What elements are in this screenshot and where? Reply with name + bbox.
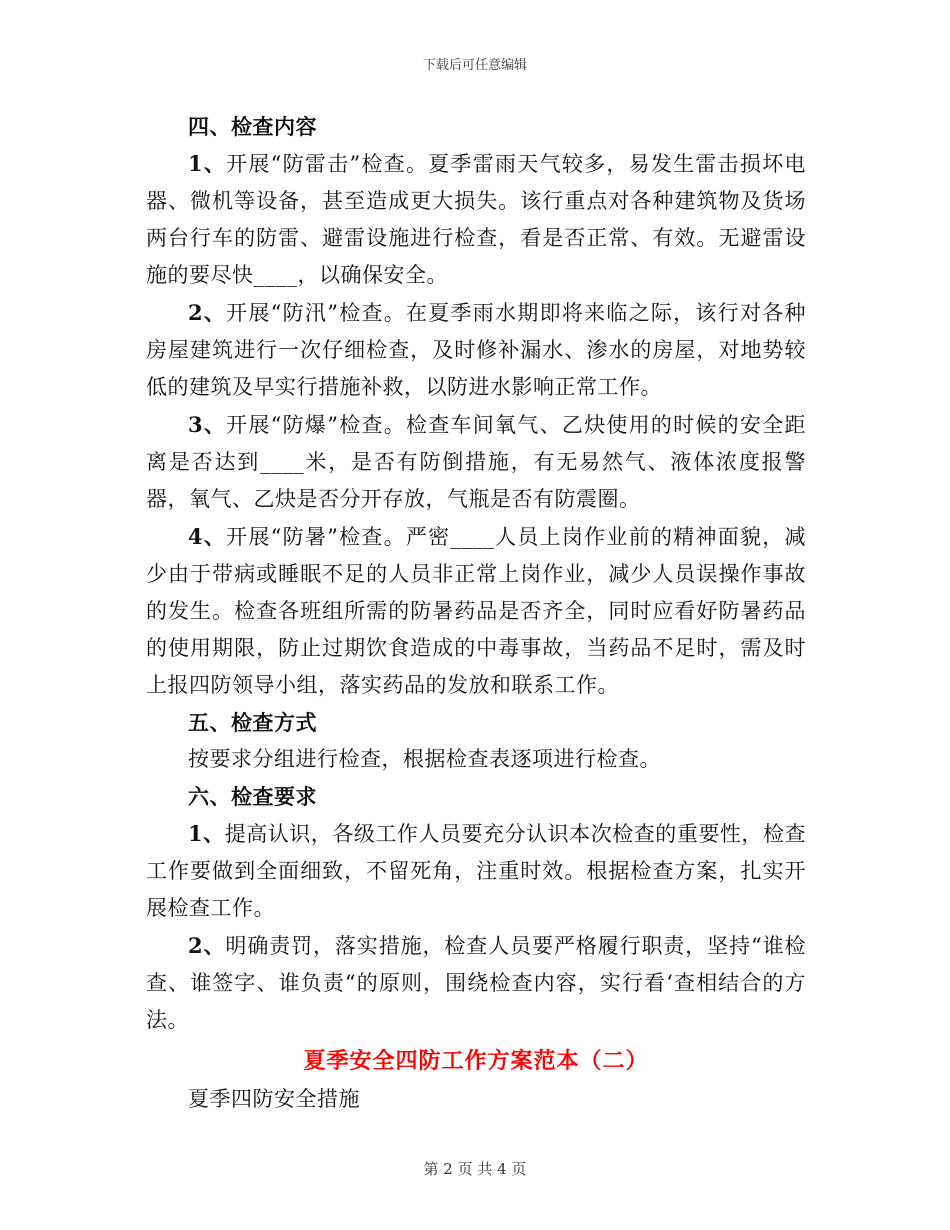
page-header: 下载后可任意编辑 [422,58,527,73]
item-number: 3、 [188,412,227,437]
item-text: 开展“防汛”检查。在夏季雨水期即将来临之际，该行对各种房屋建筑进行一次仔细检查，及时修补漏水、渗水的房屋，对地势较低的建筑及早实行措施补救，以防进水影响正常工作。 [146,301,806,399]
page-footer: 第 2 页 共 4 页 [423,1160,527,1178]
paragraph-4-4 [146,518,806,704]
item-text: 开展“防爆”检查。检查车间氧气、乙炔使用的时候的安全距离是否达到____米，是否有防倒措施，有无易然气、液体浓度报警器，氧气、乙炔是否分开存放，气瓶是否有防震圈。 [146,413,806,511]
item-text: 提高认识，各级工作人员要充分认识本次检查的重要性，检查工作要做到全面细致，不留死角，注重时效。根据检查方案，扎实开展检查工作。 [146,822,806,920]
item-number: 2、 [188,300,227,325]
section-heading-6: 六、检查要求 [188,784,317,809]
item-number: 1、 [188,821,225,846]
item-text: 明确责罚，落实措施，检查人员要严格履行职责，坚持“谁检查、谁签字、谁负责“的原则，围绕检查内容，实行看‘查相结合的方法。 [146,934,807,1032]
item-text: 开展“防雷击”检查。夏季雷雨天气较多，易发生雷击损坏电器、微机等设备，甚至造成更大损失。该行重点对各种建筑物及货场两台行车的防雷、避雷设施进行检查，看是否正常、有效。无避雷设施的要尽快____，以确保安全。 [146,152,806,287]
paragraph-4-2 [146,294,806,406]
item-number: 1、 [188,151,227,176]
section-heading-5: 五、检查方式 [188,710,317,735]
paragraph-5: 按要求分组进行检查，根据检查表逐项进行检查。 [188,747,661,771]
subtitle-paragraph: 夏季四防安全措施 [188,1087,360,1111]
document-body [146,108,806,1118]
paragraph-6-2 [146,927,806,1039]
paragraph-4-1 [146,145,806,294]
item-number: 2、 [188,933,226,958]
paragraph-4-3 [146,406,806,518]
item-text: 开展“防暑”检查。严密____人员上岗作业前的精神面貌，减少由于带病或睡眠不足的人员非正常上岗作业，减少人员误操作事故的发生。检查各班组所需的防暑药品是否齐全，同时应看好防暑药品的使用期限，防止过期饮食造成的中毒事故，当药品不足时，需及时上报四防领导小组，落实药品的发放和联系工作。 [146,525,806,697]
section-heading-4: 四、检查内容 [188,114,317,139]
paragraph-6-1 [146,815,806,927]
document-title: 夏季安全四防工作方案范本（二） [303,1048,649,1074]
item-number: 4、 [188,524,227,549]
